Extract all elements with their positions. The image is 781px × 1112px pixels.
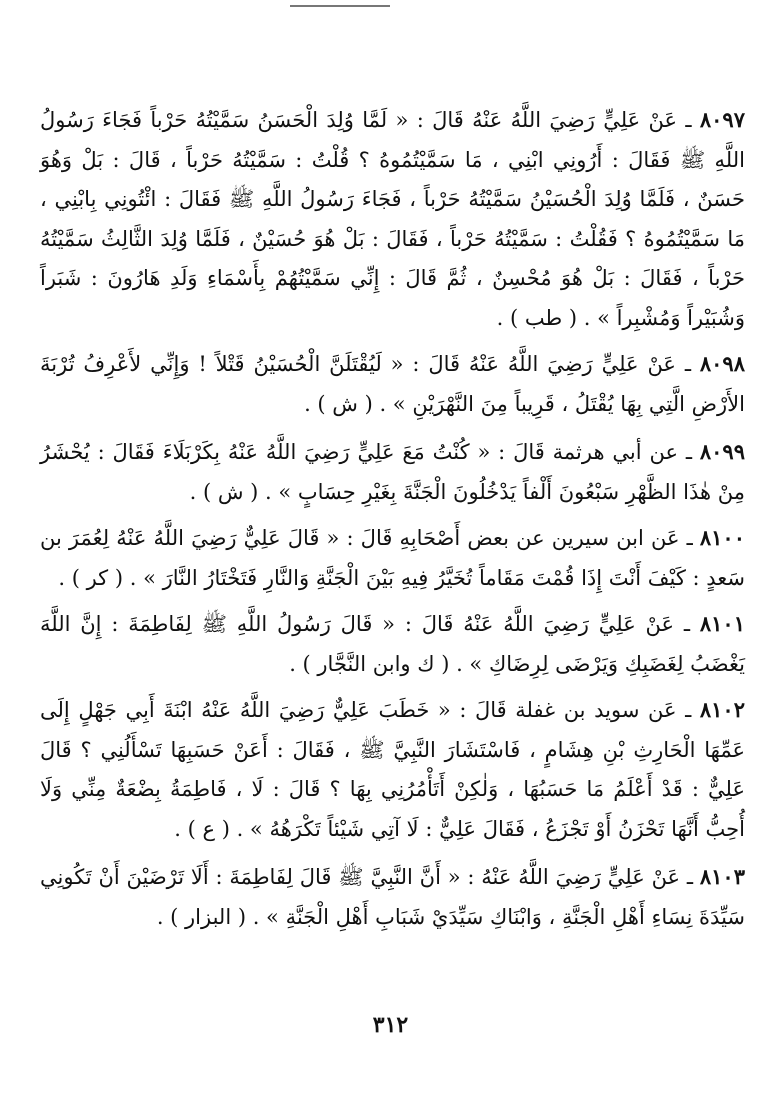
hadith-8101 xyxy=(40,604,745,684)
page-number: ٣١٢ xyxy=(372,1012,409,1038)
hadith-8097 xyxy=(40,100,745,338)
hadith-text: ـ عَن سويد بن غفلة قَالَ : « خَطَبَ عَلِيٌّ رَضِيَ اللَّهُ عَنْهُ ابْنَةَ أَبِي جَهْلٍ إِلَى عَمِّهَا الْحَارِثِ بْنِ هِشَامٍ ، فَاسْتَشَارَ النَّبِيَّ ﷺ ، فَقَالَ : أَعَنْ حَسَبِهَا تَسْأَلُنِي ؟ قَالَ عَلِيٌّ : قَدْ أَعْلَمُ مَا حَسَبُهَا ، وَلٰكِنْ أَتَأْمُرُنِي بِهَا ؟ قَالَ : لَا ، فَاطِمَةُ بِضْعَةٌ مِنِّي وَلَا أُحِبُّ أَنَّهَا تَحْزَنُ أَوْ تَجْزَعُ ، فَقَالَ عَلِيٌّ : لَا آتِي شَيْئاً تَكْرَهُهُ » . ( ع ) . xyxy=(40,698,745,841)
hadith-number: ٨١٠٠ xyxy=(699,525,745,550)
page-body xyxy=(40,100,745,937)
hadith-text: ـ عَنْ عَلِيٍّ رَضِيَ اللَّهُ عَنْهُ قَالَ : « لَيُقْتَلَنَّ الْحُسَيْنُ قَتْلاً ! وَإِنِّي لأَعْرِفُ تُرْبَةَ الأَرْضِ الَّتِي بِهَا يُقْتَلُ ، قَرِيباً مِنَ النَّهْرَيْنِ » . ( ش ) . xyxy=(40,352,745,416)
hadith-text: ـ عَن ابن سيرين عن بعض أَصْحَابِهِ قَالَ : « قَالَ عَلِيٌّ رَضِيَ اللَّهُ عَنْهُ لِعُمَرَ بن سَعدٍ : كَيْفَ أَنْتَ إِذَا قُمْتَ مَقَاماً تُخَيَّرُ فِيهِ بَيْنَ الْجَنَّةِ وَالنَّارِ فَتَخْتَارُ النَّارَ » . ( كر ) . xyxy=(40,526,745,590)
hadith-text: ـ عَنْ عَلِيٍّ رَضِيَ اللَّهُ عَنْهُ قَالَ : « لَمَّا وُلِدَ الْحَسَنُ سَمَّيْتُهُ حَرْباً فَجَاءَ رَسُولُ اللَّهِ ﷺ فَقَالَ : أَرُونِي ابْنِي ، مَا سَمَّيْتُمُوهُ ؟ قُلْتُ : سَمَّيْتُهُ حَرْباً ، قَالَ : بَلْ وَهُوَ حَسَنٌ ، فَلَمَّا وُلِدَ الْحُسَيْنُ سَمَّيْتُهُ حَرْباً ، فَجَاءَ رَسُولُ اللَّهِ ﷺ فَقَالَ : ائْتُونِي بِابْنِي ، مَا سَمَّيْتُمُوهُ ؟ فَقُلْتُ : سَمَّيْتُهُ حَرْباً ، فَقَالَ : بَلْ هُوَ حُسَيْنٌ ، فَلَمَّا وُلِدَ الثَّالِثُ سَمَّيْتُهُ حَرْباً ، فَقَالَ : بَلْ هُوَ مُحْسِنٌ ، ثُمَّ قَالَ : إِنِّي سَمَّيْتُهُمْ بِأَسْمَاءِ وَلَدِ هَارُونَ : شَبَراً وَشُبَيْراً وَمُشْبِراً » . ( طب ) . xyxy=(40,108,745,330)
hadith-8098 xyxy=(40,344,745,424)
hadith-8103 xyxy=(40,857,745,937)
hadith-8099 xyxy=(40,432,745,512)
hadith-number: ٨٠٩٩ xyxy=(699,439,745,464)
hadith-number: ٨١٠١ xyxy=(699,611,745,636)
header-rule xyxy=(290,5,390,7)
hadith-8100 xyxy=(40,518,745,598)
hadith-text: ـ عَنْ عَلِيٍّ رَضِيَ اللَّهُ عَنْهُ قَالَ : « قَالَ رَسُولُ اللَّهِ ﷺ لِفَاطِمَةَ : إِنَّ اللَّهَ يَغْضَبُ لِغَضَبِكِ وَيَرْضَى لِرِضَاكِ » . ( ك وابن النَّجَّار ) . xyxy=(40,612,745,676)
hadith-number: ٨٠٩٨ xyxy=(699,351,745,376)
hadith-number: ٨٠٩٧ xyxy=(699,107,745,132)
hadith-8102 xyxy=(40,690,745,849)
hadith-text: ـ عن أبي هرثمة قَالَ : « كُنْتُ مَعَ عَلِيٍّ رَضِيَ اللَّهُ عَنْهُ بِكَرْبَلَاءَ فَقَالَ : يُحْشَرُ مِنْ هٰذَا الظَّهْرِ سَبْعُونَ أَلْفاً يَدْخُلُونَ الْجَنَّةَ بِغَيْرِ حِسَابٍ » . ( ش ) . xyxy=(40,440,745,504)
hadith-text: ـ عَنْ عَلِيٍّ رَضِيَ اللَّهُ عَنْهُ : « أَنَّ النَّبِيَّ ﷺ قَالَ لِفَاطِمَةَ : أَلَا تَرْضَيْنَ أَنْ تَكُونِي سَيِّدَةَ نِسَاءِ أَهْلِ الْجَنَّةِ ، وَابْنَاكِ سَيِّدَيْ شَبَابِ أَهْلِ الْجَنَّةِ » . ( البزار ) . xyxy=(40,865,745,929)
hadith-number: ٨١٠٣ xyxy=(699,864,745,889)
hadith-number: ٨١٠٢ xyxy=(699,697,745,722)
